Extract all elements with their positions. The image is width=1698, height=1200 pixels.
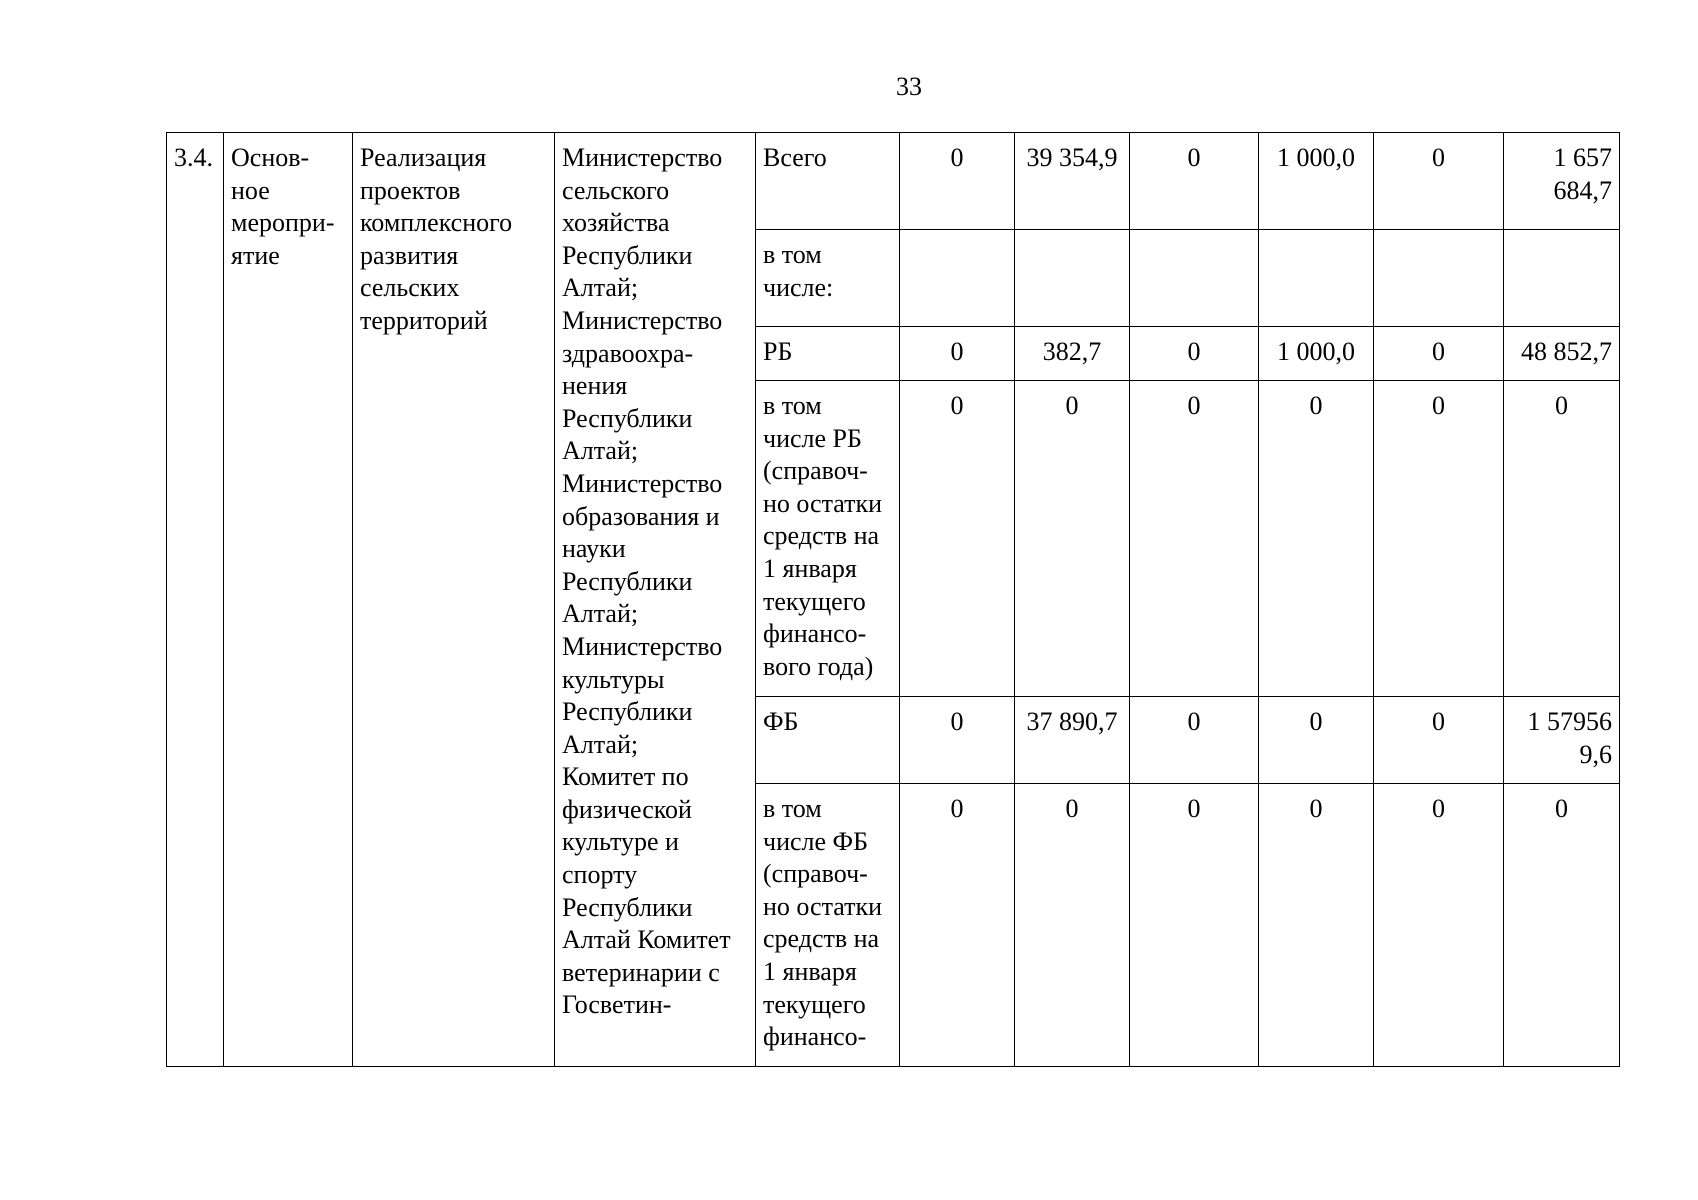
- funding-label: [756, 133, 900, 230]
- value-cell: 0: [1374, 381, 1504, 697]
- value-cell: 0: [1130, 381, 1259, 697]
- value-cell: 0: [1374, 697, 1504, 784]
- value-cell: 0: [1015, 381, 1130, 697]
- activity-name-text: Реализация проектов комплексного развития сельских территорий: [360, 143, 513, 335]
- activity-kind-text: Основ- ное меропри- ятие: [231, 143, 335, 270]
- funding-label-text: в том числе РБ (справоч- но остатки средств на 1 января текущего финансо- вого года): [763, 391, 883, 681]
- funding-label-text: в том числе:: [763, 240, 834, 302]
- activity-kind: [224, 133, 353, 1067]
- value-cell: 0: [1259, 381, 1374, 697]
- value-cell: [1504, 133, 1620, 230]
- page-number: 33: [896, 72, 922, 101]
- executors-text: Министерство сельского хозяйства Республики Алтай; Министерство здравоохра- нения Республики Алтай; Министерство образования и науки Республики Алтай; Министерство культуры Республики Алтай; Комитет по физической культуре и спорту Республики Алтай Комитет ветеринарии с Госветин-: [562, 143, 731, 1020]
- funding-label: [756, 784, 900, 1067]
- row-code: 3.4.: [167, 133, 224, 1067]
- funding-label-text: в том числе ФБ (справоч- но остатки средств на 1 января текущего финансо-: [763, 794, 883, 1052]
- value-cell: 382,7: [1015, 327, 1130, 381]
- table-row: [167, 133, 1620, 230]
- value-cell: 0: [1130, 327, 1259, 381]
- budget-table: [166, 132, 1620, 1067]
- value-cell: 0: [1374, 784, 1504, 1067]
- value-cell: 0: [1015, 784, 1130, 1067]
- value-cell: 0: [1504, 784, 1620, 1067]
- value-cell: 1 000,0: [1259, 133, 1374, 230]
- value-cell: 1 000,0: [1259, 327, 1374, 381]
- value-cell: 39 354,9: [1015, 133, 1130, 230]
- value-cell: [1504, 230, 1620, 327]
- value-cell: 0: [900, 697, 1015, 784]
- funding-label-text: Всего: [763, 143, 827, 172]
- value-cell: 0: [1130, 133, 1259, 230]
- executors: [555, 133, 756, 1067]
- value-cell: 37 890,7: [1015, 697, 1130, 784]
- value-cell: 0: [900, 381, 1015, 697]
- value-cell: [1130, 230, 1259, 327]
- funding-label-text: ФБ: [763, 707, 799, 736]
- value-cell: 48 852,7: [1504, 327, 1620, 381]
- funding-label: [756, 327, 900, 381]
- funding-label: [756, 697, 900, 784]
- value-cell: 0: [900, 327, 1015, 381]
- value-cell: [900, 230, 1015, 327]
- value-cell: 0: [900, 784, 1015, 1067]
- value-cell: [1259, 230, 1374, 327]
- value-text: 1 657 684,7: [1553, 143, 1612, 205]
- value-cell: [1374, 230, 1504, 327]
- value-cell: 0: [1374, 327, 1504, 381]
- value-cell: 0: [1130, 784, 1259, 1067]
- value-cell: 0: [1259, 697, 1374, 784]
- value-cell: [1504, 697, 1620, 784]
- value-cell: 0: [900, 133, 1015, 230]
- value-cell: [1015, 230, 1130, 327]
- funding-label-text: РБ: [763, 337, 793, 366]
- activity-name: [353, 133, 555, 1067]
- funding-label: [756, 381, 900, 697]
- value-text: 1 57956 9,6: [1527, 707, 1612, 769]
- funding-label: [756, 230, 900, 327]
- value-cell: 0: [1374, 133, 1504, 230]
- value-cell: 0: [1259, 784, 1374, 1067]
- value-cell: 0: [1504, 381, 1620, 697]
- value-cell: 0: [1130, 697, 1259, 784]
